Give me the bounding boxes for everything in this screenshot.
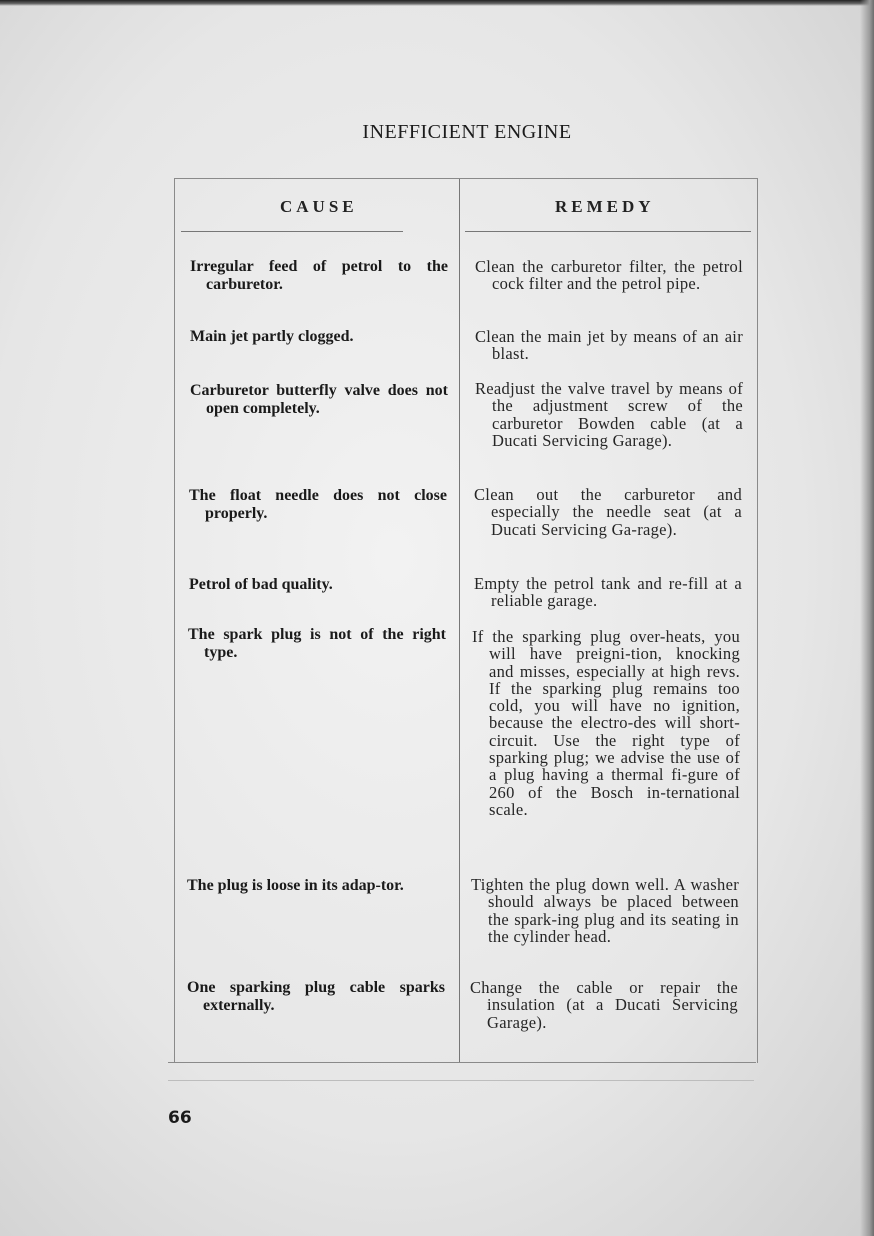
cause-header: CAUSE [280,197,358,216]
column-divider [459,179,460,1063]
table-bottom-rule [168,1062,756,1063]
cause-cell: The spark plug is not of the right type. [188,626,446,661]
page-number: 66 [168,1108,192,1128]
cause-cell: One sparking plug cable sparks externally. [187,979,445,1014]
remedy-cell: Clean the carburetor filter, the petrol cock filter and the petrol pipe. [475,257,743,294]
footer-rule [168,1080,754,1081]
remedy-cell: Clean out the carburetor and especially the needle seat (at a Ducati Servicing Ga-rage). [474,485,742,539]
remedy-cell: Empty the petrol tank and re-fill at a reliable garage. [474,574,742,611]
cause-cell: The float needle does not close properly. [189,487,447,522]
remedy-cell: Clean the main jet by means of an air blast. [475,327,743,364]
remedy-cell: If the sparking plug over-heats, you will have preigni-tion, knocking and misses, especially at high revs. If the sparking plug remains too cold, you will have no ignition, because the electro-des will short-circuit. Use the right type of sparking plug; we advise the use of a plug having a thermal fi-gure of 260 of the Bosch in-ternational scale. [472,627,740,819]
remedy-cell: Readjust the valve travel by means of the adjustment screw of the carburetor Bowden cable (at a Ducati Servicing Garage). [475,379,743,450]
header-rule-cause [181,231,403,232]
cause-cell: Main jet partly clogged. [190,328,354,345]
header-rule-remedy [465,231,751,232]
remedy-cell: Tighten the plug down well. A washer should always be placed between the spark-ing plug and its seating in the cylinder head. [471,875,739,946]
remedy-header: REMEDY [555,197,655,216]
remedy-cell: Change the cable or repair the insulation (at a Ducati Servicing Garage). [470,978,738,1032]
cause-cell: Irregular feed of petrol to the carburetor. [190,258,448,293]
cause-cell: The plug is loose in its adap-tor. [187,877,404,894]
cause-cell: Petrol of bad quality. [189,576,333,593]
page-title: INEFFICIENT ENGINE [362,121,572,143]
cause-cell: Carburetor butterfly valve does not open completely. [190,382,448,417]
